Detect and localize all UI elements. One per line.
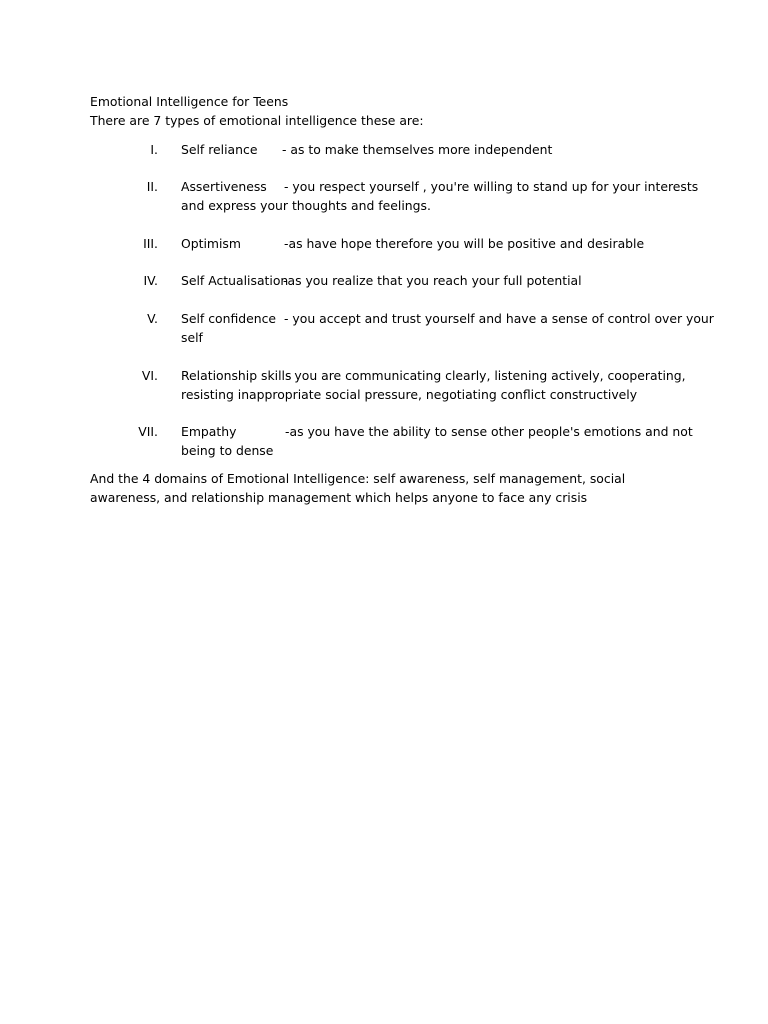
list-item-numeral: I.: [150, 142, 158, 157]
document-intro: There are 7 types of emotional intelligence these are:: [90, 113, 424, 128]
list-item-term: Self Actualisation: [181, 273, 289, 288]
list-item-description: - you respect yourself , you're willing to stand up for your interests: [284, 179, 699, 194]
list-item-term: Self confidence: [181, 311, 277, 326]
list-item-continuation: and express your thoughts and feelings.: [181, 198, 431, 213]
list-item-term: Relationship skills: [181, 368, 292, 383]
list-item-numeral: VI.: [141, 368, 158, 383]
list-item-term: Optimism: [181, 236, 241, 251]
list-item-numeral: III.: [143, 236, 158, 251]
list-item-description: - as to make themselves more independent: [282, 142, 553, 157]
list-item-term: Assertiveness: [181, 179, 267, 194]
list-item-numeral: II.: [146, 179, 158, 194]
list-item-continuation: self: [181, 330, 203, 345]
list-item-description: -as you realize that you reach your full potential: [283, 273, 582, 288]
list-item-term: Empathy: [181, 424, 237, 439]
list-item-numeral: V.: [147, 311, 158, 326]
list-item-continuation: being to dense: [181, 443, 274, 458]
list-item-continuation: resisting inappropriate social pressure, negotiating conflict constructively: [181, 387, 638, 402]
list-item-numeral: VII.: [138, 424, 158, 439]
list-item-description: -as have hope therefore you will be positive and desirable: [284, 236, 645, 251]
list-item-term: Self reliance: [181, 142, 258, 157]
document-title: Emotional Intelligence for Teens: [90, 94, 289, 109]
list-item-description: - you accept and trust yourself and have a sense of control over your: [284, 311, 714, 326]
list-item-numeral: IV.: [143, 273, 158, 288]
list-item-description: - you are communicating clearly, listening actively, cooperating,: [286, 368, 686, 383]
document-closing-paragraph: And the 4 domains of Emotional Intelligence: self awareness, self management, social awareness, and relationship management which helps anyone to face any crisis: [90, 471, 626, 505]
list-item-description: -as you have the ability to sense other people's emotions and not: [285, 424, 693, 439]
